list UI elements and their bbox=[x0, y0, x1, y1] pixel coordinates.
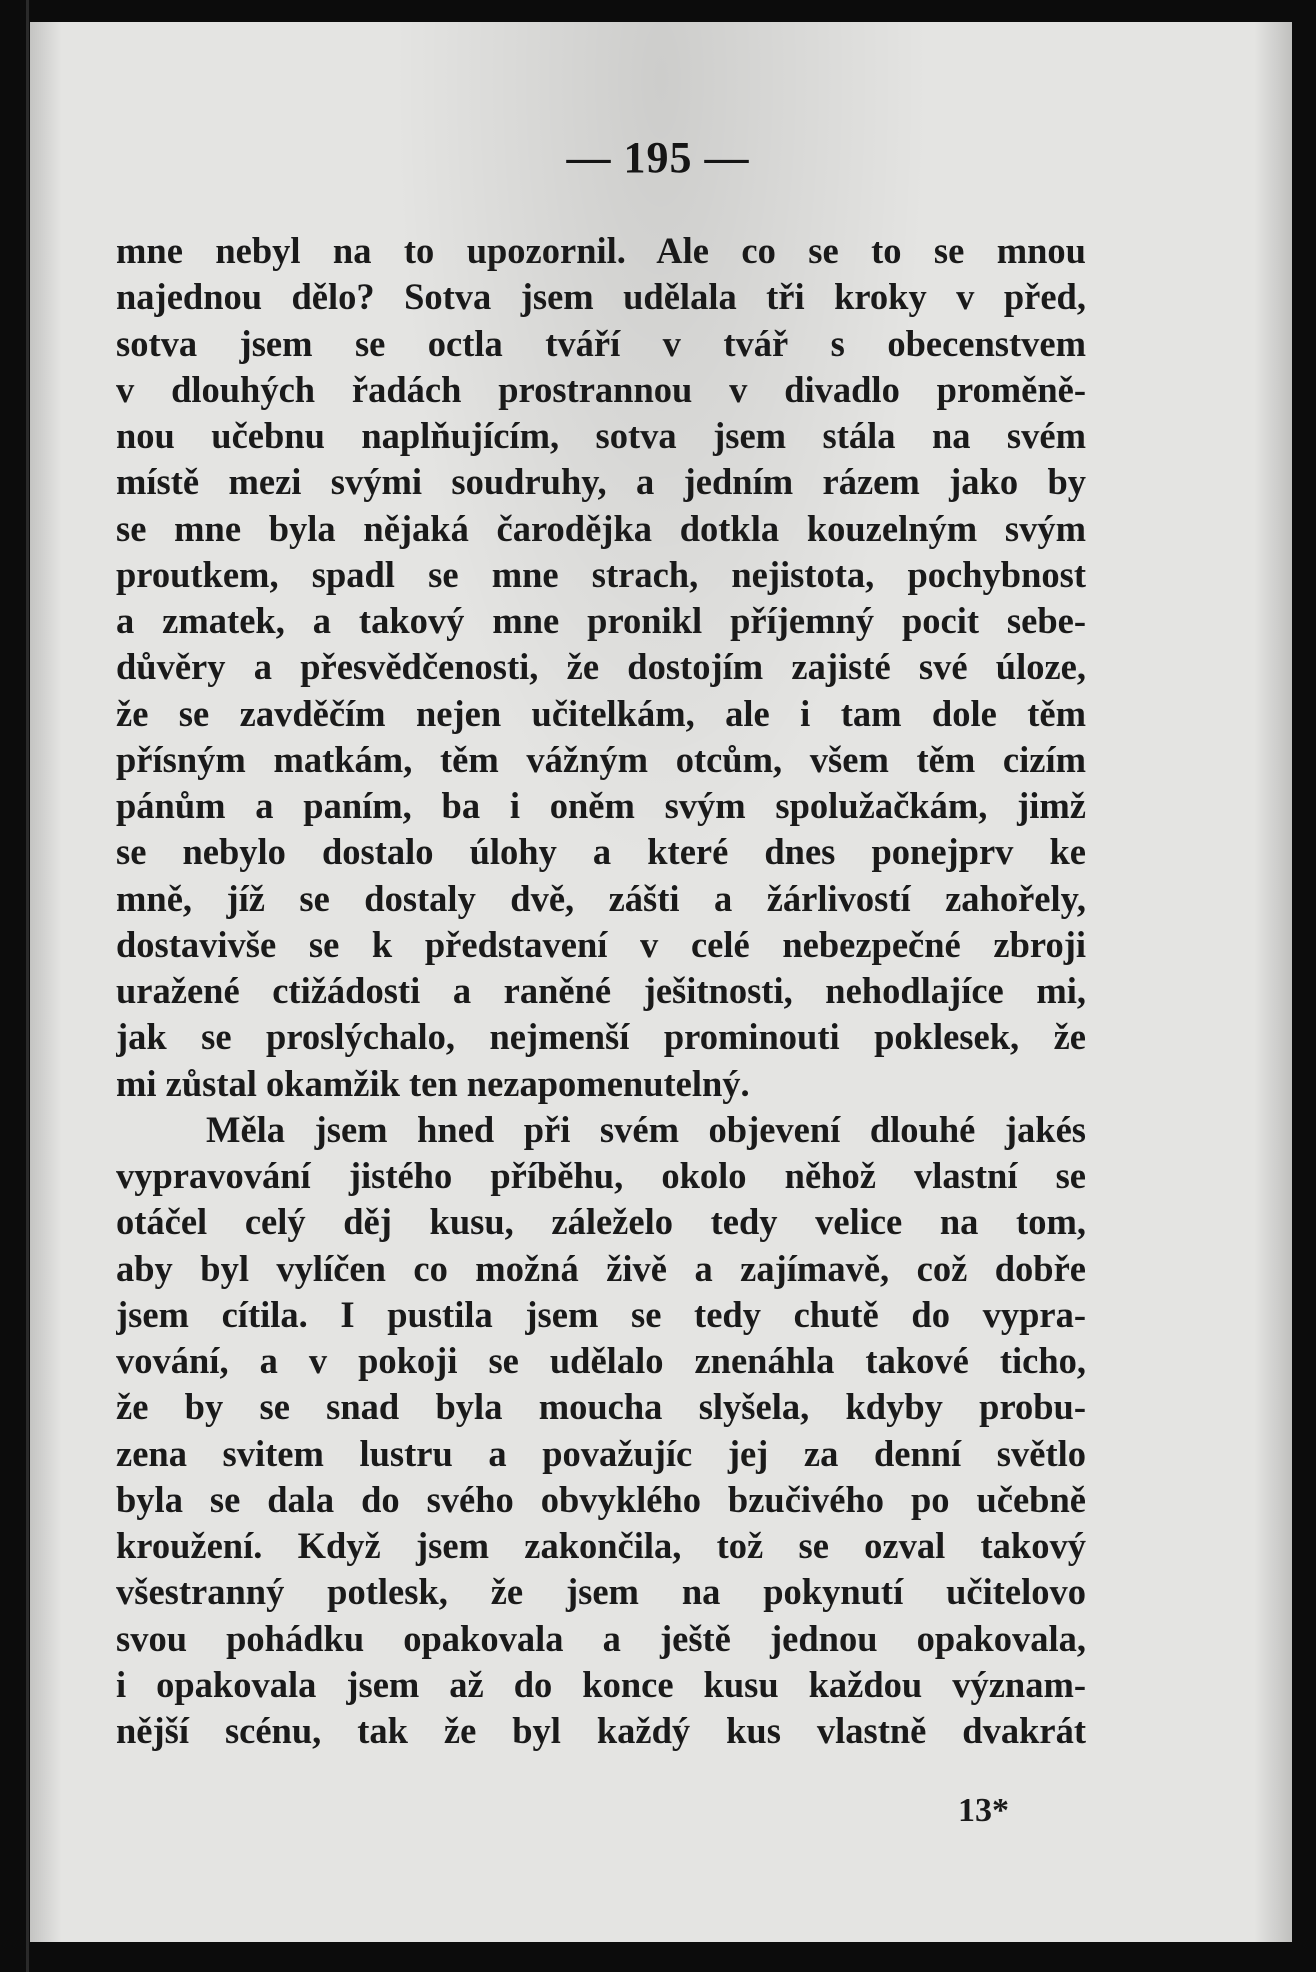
text-line: a zmatek, a takový mne pronikl příjemný pocit sebe- bbox=[116, 600, 1086, 641]
text-line: proutkem, spadl se mne strach, nejistota, pochybnost bbox=[116, 553, 1086, 595]
text-line: i opakovala jsem až do konce kusu každou význam- bbox=[116, 1663, 1086, 1705]
text-line: sotva jsem se octla tváří v tvář s obecenstvem bbox=[116, 322, 1086, 364]
text-line: byla se dala do svého obvyklého bzučivého po učebně bbox=[116, 1478, 1086, 1520]
text-line: najednou dělo? Sotva jsem udělala tři kroky v před, bbox=[116, 276, 1086, 318]
binding-edge bbox=[26, 0, 29, 1972]
text-line: mne nebyl na to upozornil. Ale co se to se mnou bbox=[116, 230, 1086, 271]
text-line: aby byl vylíčen co možná živě a zajímavě, což dobře bbox=[116, 1247, 1086, 1289]
text-line: že se zavděčím nejen učitelkám, ale i tam dole těm bbox=[116, 692, 1086, 734]
text-line: nou učebnu naplňujícím, sotva jsem stála na svém bbox=[116, 415, 1086, 456]
text-line: mně, jíž se dostaly dvě, zášti a žárlivostí zahořely, bbox=[116, 877, 1086, 919]
text-line: dostavivše se k představení v celé nebezpečné zbroji bbox=[116, 923, 1086, 965]
body-text bbox=[116, 228, 1086, 1754]
printer-signature-mark: 13* bbox=[958, 1792, 1009, 1829]
page-number: — 195 — bbox=[566, 133, 750, 182]
text-line: všestranný potlesk, že jsem na pokynutí učitelovo bbox=[116, 1571, 1086, 1613]
text-line: vypravování jistého příběhu, okolo něhož vlastní se bbox=[116, 1155, 1086, 1196]
paragraph-start-line: Měla jsem hned při svém objevení dlouhé jakés bbox=[206, 1108, 1086, 1150]
text-line: vování, a v pokoji se udělalo znenáhla takové ticho, bbox=[116, 1340, 1086, 1381]
text-line: pánům a paním, ba i oněm svým spolužačkám, jimž bbox=[116, 785, 1086, 826]
text-line: nější scénu, tak že byl každý kus vlastně dvakrát bbox=[116, 1710, 1086, 1751]
text-line: uražené ctižádosti a raněné ješitnosti, nehodlajíce mi, bbox=[116, 970, 1086, 1011]
text-line: přísným matkám, těm vážným otcům, všem těm cizím bbox=[116, 738, 1086, 780]
text-line: zena svitem lustru a považujíc jej za denní světlo bbox=[116, 1432, 1086, 1474]
text-line: jsem cítila. I pustila jsem se tedy chutě do vypra- bbox=[116, 1293, 1086, 1335]
text-line: svou pohádku opakovala a ještě jednou opakovala, bbox=[116, 1617, 1086, 1659]
text-line: jak se proslýchalo, nejmenší prominouti poklesek, že bbox=[116, 1016, 1086, 1058]
text-line: otáčel celý děj kusu, záleželo tedy velice na tom, bbox=[116, 1201, 1086, 1243]
text-line: kroužení. Když jsem zakončila, tož se ozval takový bbox=[116, 1525, 1086, 1566]
text-line: důvěry a přesvědčenosti, že dostojím zajisté své úloze, bbox=[116, 646, 1086, 688]
text-line: že by se snad byla moucha slyšela, kdyby probu- bbox=[116, 1386, 1086, 1428]
paragraph-end-line: mi zůstal okamžik ten nezapomenutelný. bbox=[116, 1062, 750, 1104]
text-line: místě mezi svými soudruhy, a jedním rázem jako by bbox=[116, 461, 1086, 503]
text-line: se mne byla nějaká čarodějka dotkla kouzelným svým bbox=[116, 507, 1086, 549]
text-line: se nebylo dostalo úlohy a které dnes ponejprv ke bbox=[116, 831, 1086, 873]
text-line: v dlouhých řadách prostrannou v divadlo proměně- bbox=[116, 368, 1086, 410]
